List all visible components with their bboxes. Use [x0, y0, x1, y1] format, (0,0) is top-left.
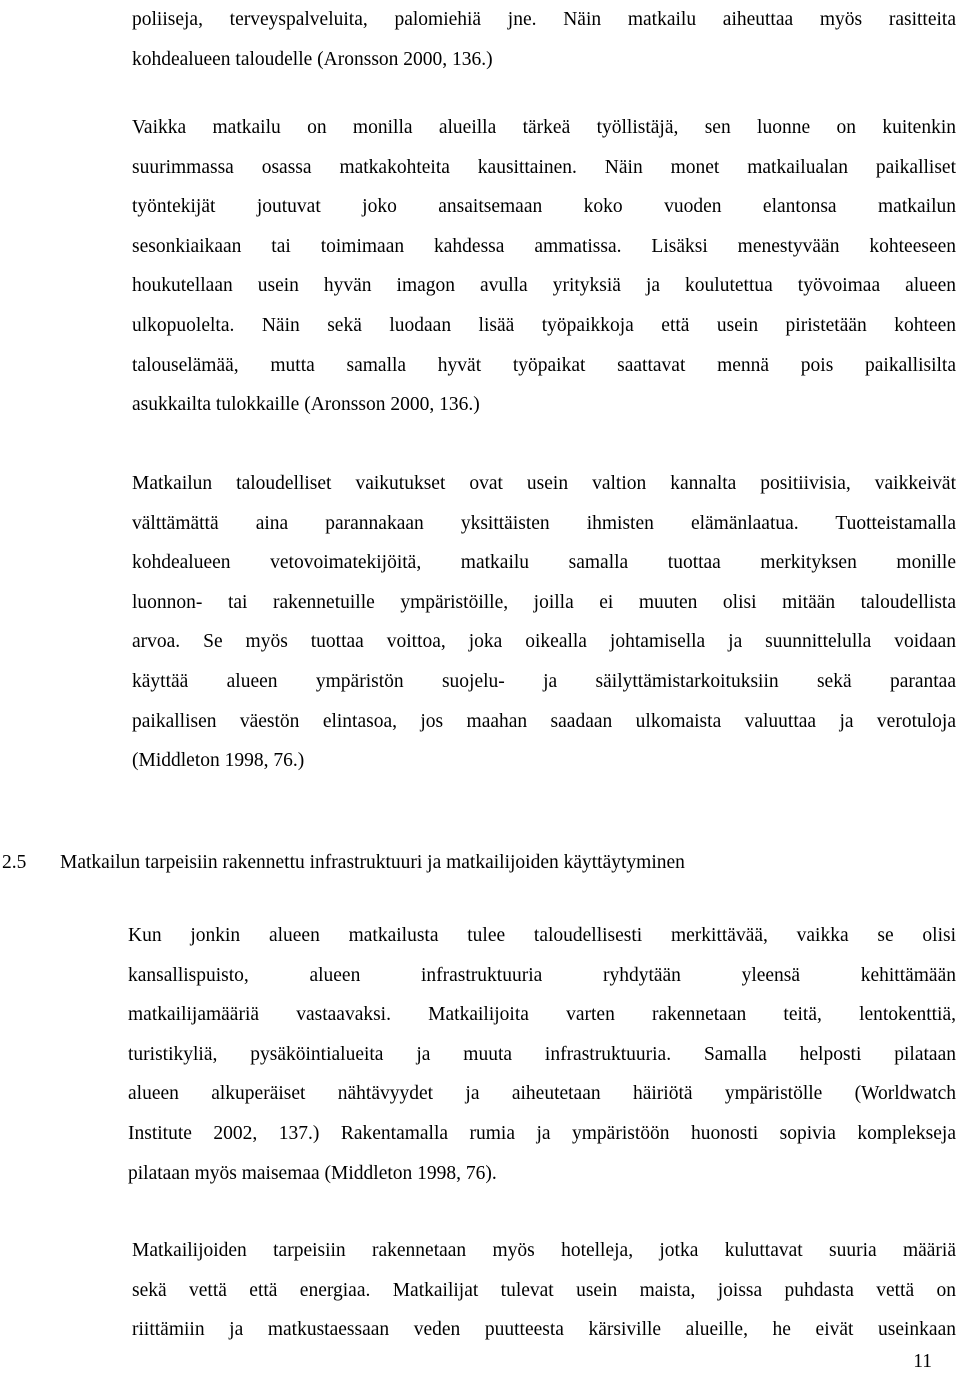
text-line: turistikyliä, pysäköintialueita ja muuta infrastruktuuria. Samalla helposti pilataan: [128, 1043, 956, 1065]
text-line: Matkailun taloudelliset vaikutukset ovat usein valtion kannalta positiivisia, vaikkeivät: [132, 473, 956, 494]
paragraph-4: [128, 916, 956, 1193]
text-line: sesonkiaikaan tai toimimaan kahdessa ammatissa. Lisäksi menestyvään kohteeseen: [132, 235, 956, 257]
text-line: Institute 2002, 137.) Rakentamalla rumia ja ympäristöön huonosti sopivia komplekseja: [128, 1122, 956, 1144]
text-line: sekä vettä että energiaa. Matkailijat tulevat usein maista, joissa puhdasta vettä on: [132, 1279, 956, 1301]
paragraph-2: [132, 108, 956, 425]
paragraph-3: [132, 464, 956, 781]
text-line: poliiseja, terveyspalveluita, palomiehiä jne. Näin matkailu aiheuttaa myös rasitteita: [132, 9, 956, 30]
text-line: arvoa. Se myös tuottaa voittoa, joka oikealla johtamisella ja suunnittelulla voidaan: [132, 631, 956, 653]
text-line: alueen alkuperäiset nähtävyydet ja aiheutetaan häiriötä ympäristölle (Worldwatch: [128, 1083, 956, 1105]
text-line: suurimmassa osassa matkakohteita kausittainen. Näin monet matkailualan paikalliset: [132, 156, 956, 178]
text-line: pilataan myös maisemaa (Middleton 1998, 76).: [128, 1162, 497, 1184]
text-line: kohdealueen vetovoimatekijöitä, matkailu samalla tuottaa merkityksen monille: [132, 552, 956, 574]
text-line: houkutellaan usein hyvän imagon avulla yrityksiä ja koulutettua työvoimaa alueen: [132, 275, 956, 297]
text-line: Matkailijoiden tarpeisiin rakennetaan myös hotelleja, jotka kuluttavat suuria määriä: [132, 1240, 956, 1261]
text-line: kohdealueen taloudelle (Aronsson 2000, 136.): [132, 48, 493, 70]
text-line: Vaikka matkailu on monilla alueilla tärkeä työllistäjä, sen luonne on kuitenkin: [132, 117, 956, 138]
text-line: asukkailta tulokkaille (Aronsson 2000, 136.): [132, 394, 480, 416]
paragraph-5: [132, 1231, 956, 1350]
text-line: (Middleton 1998, 76.): [132, 750, 305, 772]
paragraph-1: [132, 0, 956, 79]
text-line: talouselämää, mutta samalla hyvät työpaikat saattavat mennä pois paikallisilta: [132, 354, 956, 376]
text-line: käyttää alueen ympäristön suojelu- ja säilyttämistarkoituksiin sekä parantaa: [132, 670, 956, 692]
text-line: ulkopuolelta. Näin sekä luodaan lisää työpaikkoja että usein piristetään kohteen: [132, 314, 956, 336]
text-line: paikallisen väestön elintasoa, jos maahan saadaan ulkomaista valuuttaa ja verotuloja: [132, 710, 956, 732]
text-line: välttämättä aina parannakaan yksittäisten ihmisten elämänlaatua. Tuotteistamalla: [132, 512, 956, 534]
text-line: riittämiin ja matkustaessaan veden puutteesta kärsiville alueille, he eivät useinkaan: [132, 1319, 956, 1341]
section-title: Matkailun tarpeisiin rakennettu infrastruktuuri ja matkailijoiden käyttäytyminen: [60, 852, 685, 873]
text-line: luonnon- tai rakennetuille ympäristöille, joilla ei muuten olisi mitään taloudellista: [132, 591, 956, 613]
text-line: kansallispuisto, alueen infrastruktuuria ryhdytään yleensä kehittämään: [128, 964, 956, 986]
page-number: 11: [913, 1351, 932, 1372]
text-line: Kun jonkin alueen matkailusta tulee taloudellisesti merkittävää, vaikka se olisi: [128, 925, 956, 946]
section-number: 2.5: [2, 852, 27, 873]
text-line: matkailijamääriä vastaavaksi. Matkailijoita varten rakennetaan teitä, lentokenttiä,: [128, 1004, 956, 1026]
text-line: työntekijät joutuvat joko ansaitsemaan koko vuoden elantonsa matkailun: [132, 196, 956, 218]
